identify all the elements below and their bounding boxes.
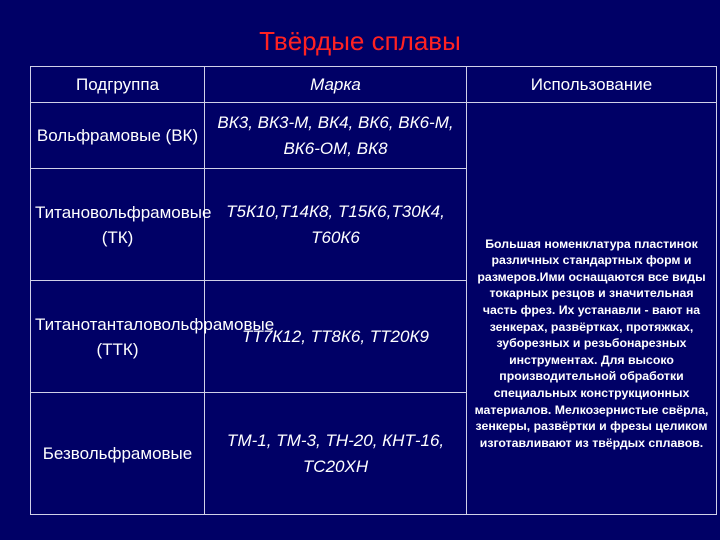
grades-cell: ВК3, ВК3-М, ВК4, ВК6, ВК6-М, ВК6-ОМ, ВК8 <box>205 103 467 169</box>
table-row <box>31 103 717 169</box>
subgroup-cell: Безвольфрамовые <box>31 393 205 515</box>
header-subgroup: Подгруппа <box>31 67 205 103</box>
hard-alloys-table <box>30 66 717 515</box>
grades-cell: ТТ7К12, ТТ8К6, ТТ20К9 <box>205 281 467 393</box>
subgroup-cell: Вольфрамовые (ВК) <box>31 103 205 169</box>
slide-title: Твёрдые сплавы <box>259 26 461 56</box>
header-usage: Использование <box>467 67 717 103</box>
subgroup-cell: Титанотанталовольфрамовые (ТТК) <box>31 281 205 393</box>
header-grade: Марка <box>205 67 467 103</box>
usage-text: Большая номенклатура пластинок различных стандартных форм и размеров.Ими оснащаются все виды токарных резцов и значительная часть фрез. Их устанавли - вают на зенкерах, развёртках, протяжках, зуборезных и резьбонарезных инструментах. Для высоко производительной обработки специальных конструкционных материалов. Мелкозернистые свёрла, зенкеры, развёртки и фрезы целиком изготавливают из твёрдых сплавов. <box>474 236 709 450</box>
usage-cell <box>467 103 717 515</box>
subgroup-cell: Титановольфрамовые (ТК) <box>31 169 205 281</box>
grades-cell: Т5К10,Т14К8, Т15К6,Т30К4, Т60К6 <box>205 169 467 281</box>
grades-cell: ТМ-1, ТМ-3, ТН-20, КНТ-16, ТС20ХН <box>205 393 467 515</box>
table-header-row <box>31 67 717 103</box>
